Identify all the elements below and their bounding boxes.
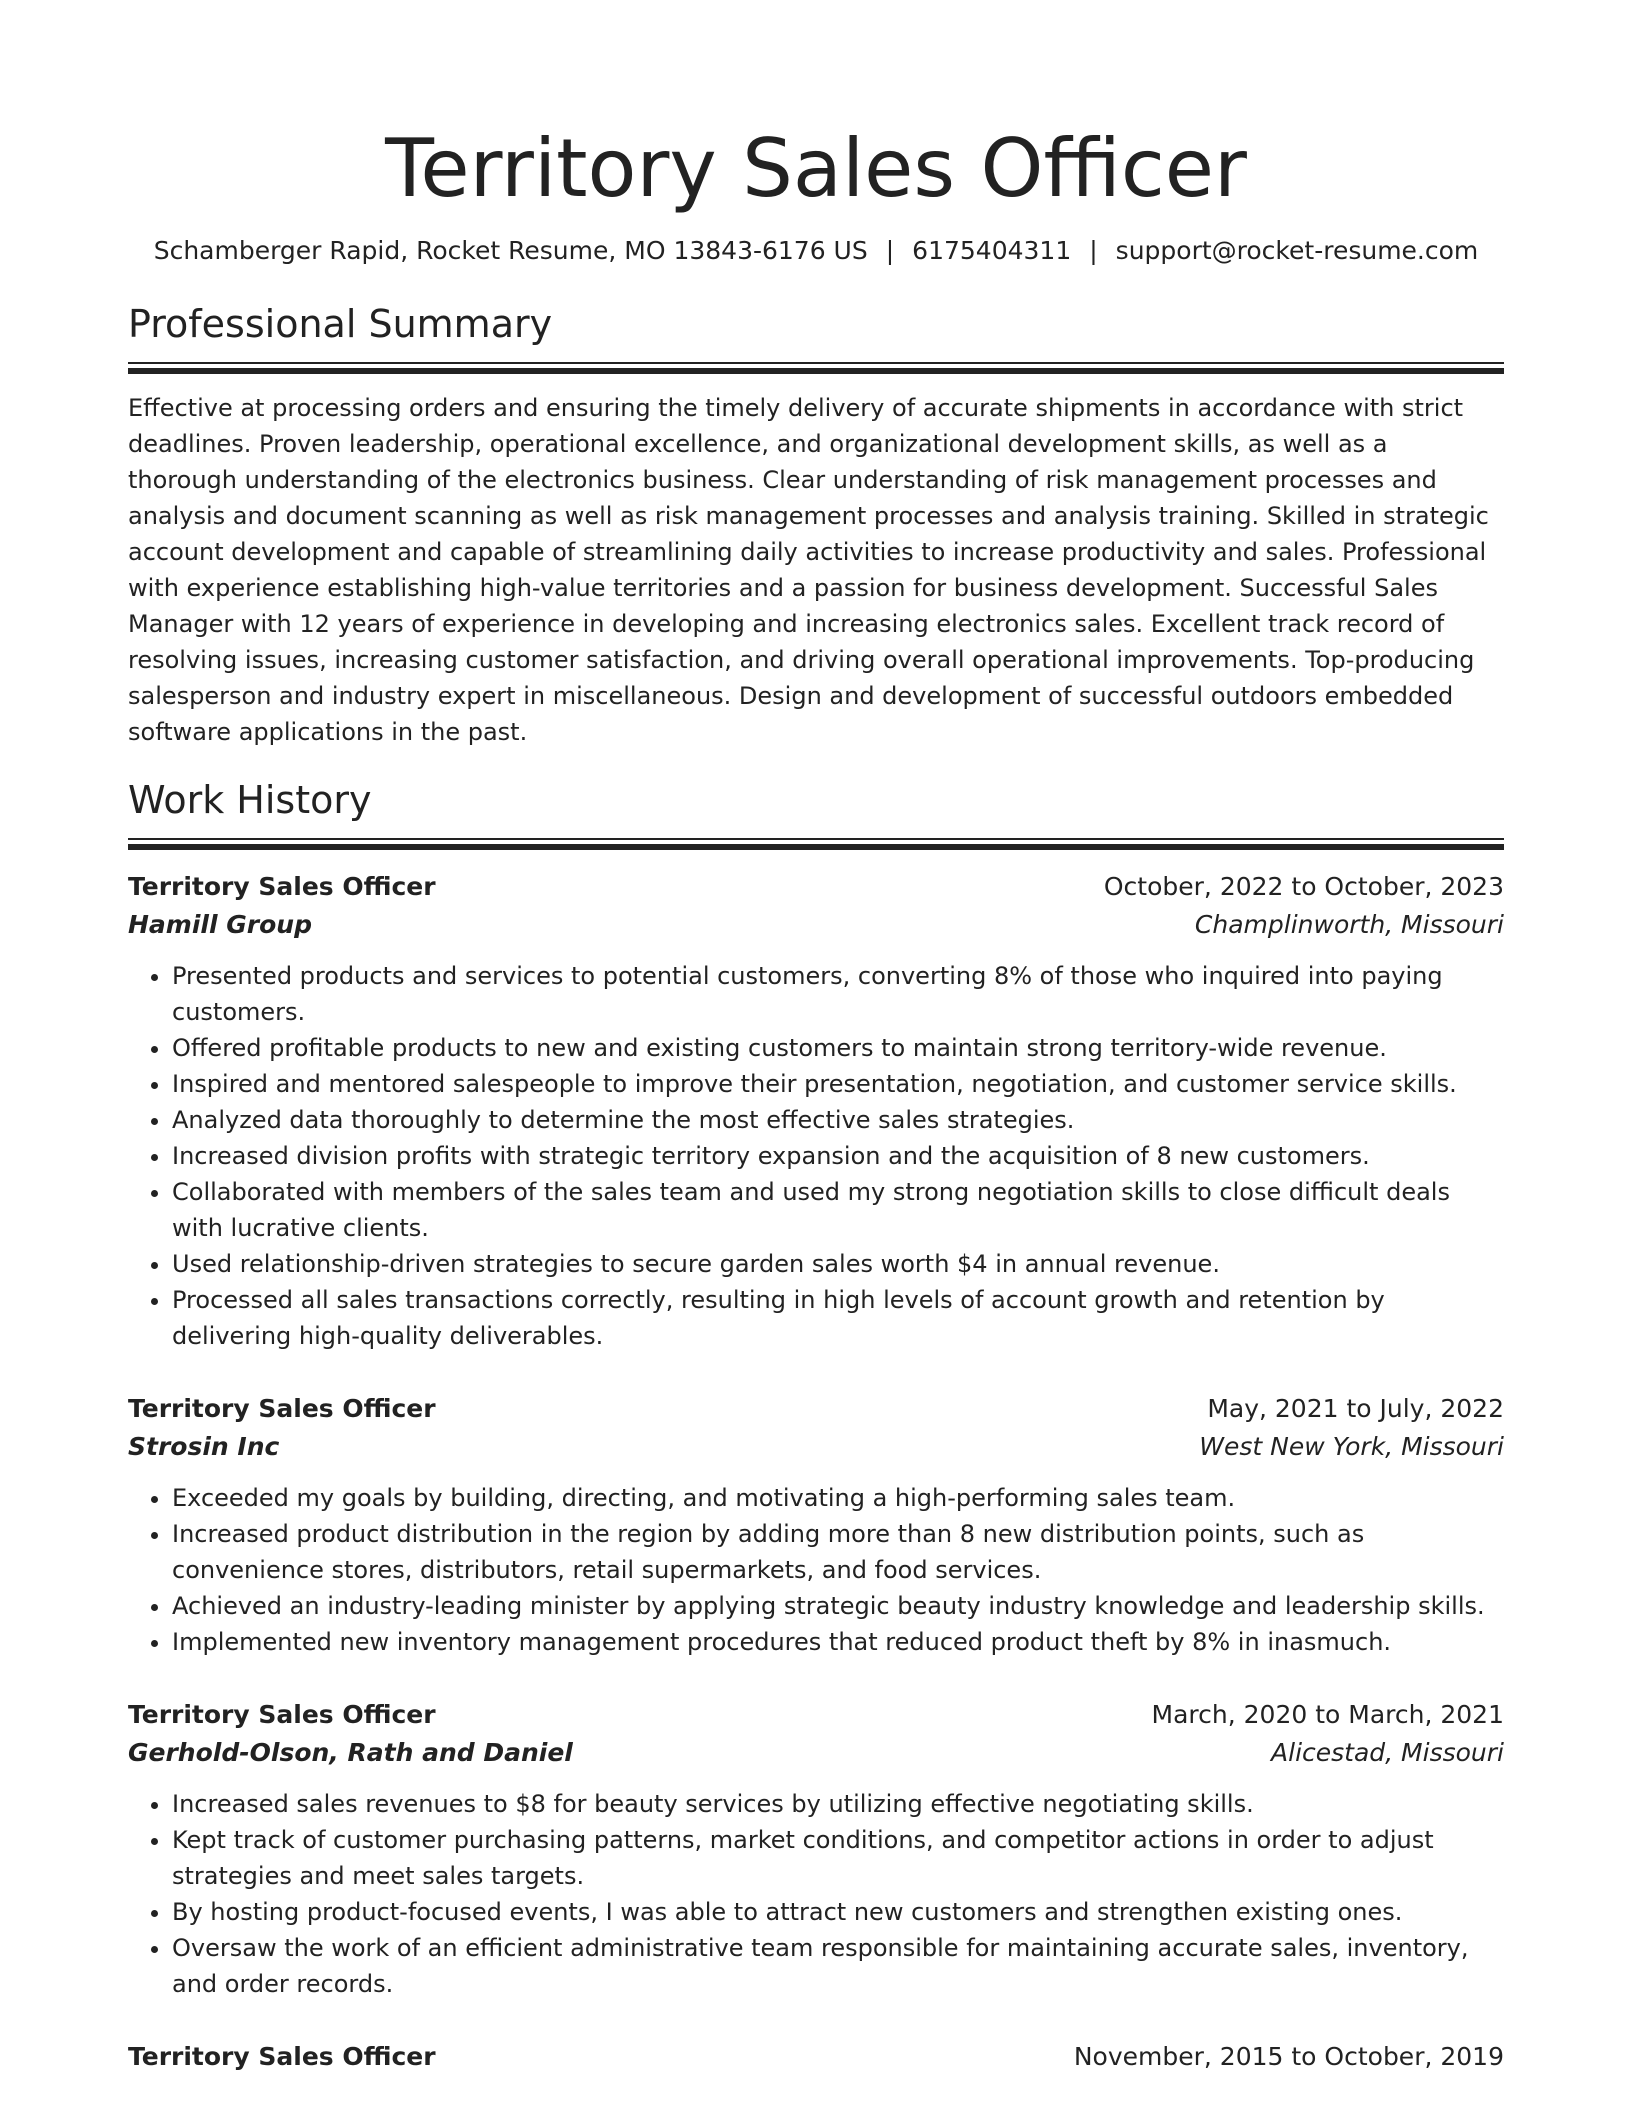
contact-email: support@rocket-resume.com [1115,236,1479,265]
list-item: • Kept track of customer purchasing patterns, market conditions, and competitor actions in order to adjust strategies and meet sales targets. [172,1822,1504,1894]
job-company: Gerhold-Olson, Rath and Daniel [128,1738,573,1767]
contact-address: Schamberger Rapid, Rocket Resume, MO 13843-6176 US [153,236,868,265]
job-title: Territory Sales Officer [128,872,436,901]
job-location: Alicestad, Missouri [1271,1738,1504,1767]
list-item: • Increased division profits with strategic territory expansion and the acquisition of 8 new customers. [172,1138,1504,1174]
job-dates: March, 2020 to March, 2021 [1151,1700,1504,1729]
list-item: • Collaborated with members of the sales team and used my strong negotiation skills to close difficult deals with lucrative clients. [172,1174,1504,1246]
job-company-row [128,906,1504,944]
list-item: • Inspired and mentored salespeople to improve their presentation, negotiation, and customer service skills. [172,1066,1504,1102]
job-dates: May, 2021 to July, 2022 [1207,1394,1504,1423]
list-item: • Increased sales revenues to $8 for beauty services by utilizing effective negotiating skills. [172,1786,1504,1822]
contact-separator: | [1089,236,1098,265]
job-location: West New York, Missouri [1199,1432,1504,1461]
work-history-section [128,776,1504,2076]
list-item: • Achieved an industry-leading minister by applying strategic beauty industry knowledge and leadership skills. [172,1588,1504,1624]
list-item: • Implemented new inventory management procedures that reduced product theft by 8% in inasmuch. [172,1624,1504,1660]
job-title: Territory Sales Officer [128,1394,436,1423]
list-item: • Increased product distribution in the region by adding more than 8 new distribution points, such as convenience stores, distributors, retail supermarkets, and food services. [172,1516,1504,1588]
job-title: Territory Sales Officer [128,1700,436,1729]
resume-title: Territory Sales Officer [385,122,1247,215]
section-heading-summary: Professional Summary [128,302,553,346]
contact-separator: | [885,236,895,265]
job-location: Champlinworth, Missouri [1194,910,1504,939]
summary-text: Effective at processing orders and ensuring the timely delivery of accurate shipments in accordance with strict deadlines. Proven leadership, operational excellence, and organizational development skills, as well as a thorough understanding of the electronics business. Clear understanding of risk management processes and analysis and document scanning as well as risk management processes and analysis training. Skilled in strategic account development and capable of streamlining daily activities to increase productivity and sales. Professional with experience establishing high-value territories and a passion for business development. Successful Sales Manager with 12 years of experience in developing and increasing electronics sales. Excellent track record of resolving issues, increasing customer satisfaction, and driving overall operational improvements. Top-producing salesperson and industry expert in miscellaneous. Design and development of successful outdoors embedded software applications in the past. [128,394,1489,746]
job-entry [128,1696,1504,2002]
section-divider [128,838,1504,850]
resume-page [128,0,1504,2076]
job-entry [128,1390,1504,1660]
job-bullets [128,1480,1504,1660]
job-bullets [128,958,1504,1354]
job-title: Territory Sales Officer [128,2042,436,2071]
list-item: • Used relationship-driven strategies to secure garden sales worth $4 in annual revenue. [172,1246,1504,1282]
job-dates: November, 2015 to October, 2019 [1073,2042,1504,2071]
list-item: • Processed all sales transactions correctly, resulting in high levels of account growth and retention by delivering high-quality deliverables. [172,1282,1504,1354]
list-item: • Offered profitable products to new and existing customers to maintain strong territory-wide revenue. [172,1030,1504,1066]
job-list [128,868,1504,2076]
job-header-row [128,1696,1504,1734]
list-item: • Analyzed data thoroughly to determine the most effective sales strategies. [172,1102,1504,1138]
job-company: Strosin Inc [128,1432,280,1461]
job-company-row [128,1428,1504,1466]
section-heading-work: Work History [128,778,372,822]
job-header-row [128,868,1504,906]
job-entry [128,868,1504,1354]
job-company-row [128,1734,1504,1772]
contact-line [128,234,1504,268]
job-company: Hamill Group [128,910,312,939]
list-item: • Oversaw the work of an efficient administrative team responsible for maintaining accurate sales, inventory, and order records. [172,1930,1504,2002]
contact-phone: 6175404311 [912,236,1072,265]
list-item: • Exceeded my goals by building, directing, and motivating a high-performing sales team. [172,1480,1504,1516]
job-bullets [128,1786,1504,2002]
job-header-row [128,2038,1504,2076]
summary-section [128,300,1504,750]
job-entry [128,2038,1504,2076]
section-divider [128,362,1504,374]
list-item: • By hosting product-focused events, I was able to attract new customers and strengthen existing ones. [172,1894,1504,1930]
job-header-row [128,1390,1504,1428]
job-dates: October, 2022 to October, 2023 [1103,872,1504,901]
list-item: • Presented products and services to potential customers, converting 8% of those who inquired into paying customers. [172,958,1504,1030]
